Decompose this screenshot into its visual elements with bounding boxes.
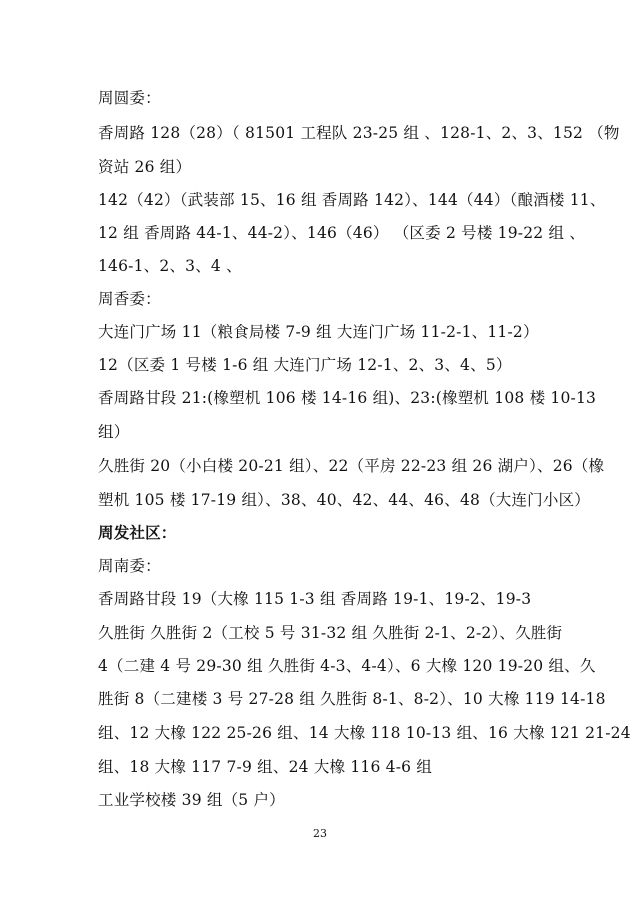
text-line: 久胜街 20（小白楼 20-21 组）、22（平房 22-23 组 26 湖户）、26（橡: [98, 457, 605, 475]
section-heading-zhouxiang: 周香委：: [98, 290, 161, 308]
text-line: 香周路甘段 21:(橡塑机 106 楼 14-16 组)、23:(橡塑机 108 楼 10-13: [98, 389, 597, 407]
text-line: 12 组 香周路 44-1、44-2）、146（46） （区委 2 号楼 19-22 组 、: [98, 224, 586, 242]
section-heading-zhouyuan: 周圆委：: [98, 89, 161, 107]
text-line: 142（42）（武装部 15、16 组 香周路 142）、144（44）（酿酒楼 11、: [98, 191, 606, 209]
text-line: 12（区委 1 号楼 1-6 组 大连门广场 12-1、2、3、4、5）: [98, 356, 512, 374]
section-heading-zhounan: 周南委：: [98, 557, 161, 575]
text-line: 胜街 8（二建楼 3 号 27-28 组 久胜街 8-1、8-2）、10 大橡 119 14-18: [98, 690, 606, 708]
text-line: 香周路 128（28）（ 81501 工程队 23-25 组 、128-1、2、3、152 （物: [98, 124, 620, 142]
text-line: 组）: [98, 423, 130, 441]
text-line: 香周路甘段 19（大橡 115 1-3 组 香周路 19-1、19-2、19-3: [98, 590, 532, 608]
text-line: 资站 26 组）: [98, 158, 192, 176]
community-heading-zhoufa: 周发社区：: [98, 523, 177, 542]
text-line: 组、12 大橡 122 25-26 组、14 大橡 118 10-13 组、16 大橡 121 21-24: [98, 724, 631, 742]
page-number: 23: [313, 827, 327, 840]
text-line: 组、18 大橡 117 7-9 组、24 大橡 116 4-6 组: [98, 758, 433, 776]
text-line: 工业学校楼 39 组（5 户）: [98, 791, 285, 809]
text-line: 大连门广场 11（粮食局楼 7-9 组 大连门广场 11-2-1、11-2）: [98, 323, 539, 341]
text-line: 塑机 105 楼 17-19 组）、38、40、42、44、46、48（大连门小区）: [98, 491, 590, 509]
text-line: 146-1、2、3、4 、: [98, 257, 242, 275]
text-line: 4（二建 4 号 29-30 组 久胜街 4-3、4-4）、6 大橡 120 19-20 组、久: [98, 657, 596, 675]
text-line: 久胜街 久胜街 2（工校 5 号 31-32 组 久胜街 2-1、2-2）、久胜街: [98, 624, 563, 642]
